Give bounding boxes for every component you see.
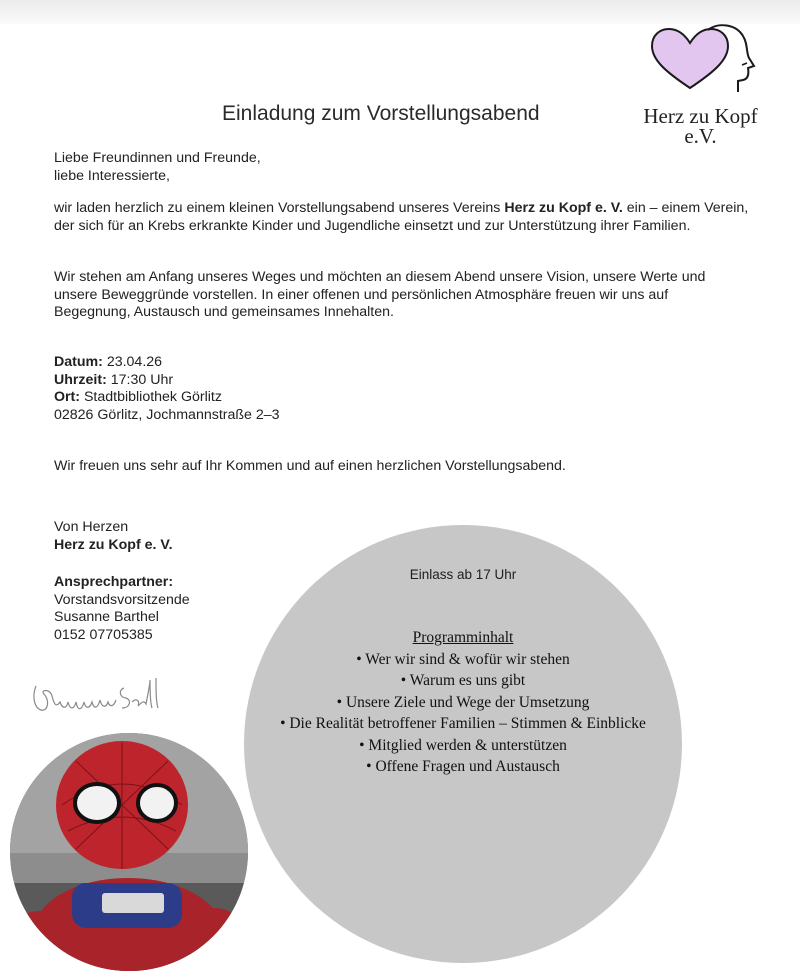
- contact-phone: 0152 07705385: [54, 626, 153, 643]
- document-title: Einladung zum Vorstellungsabend: [222, 102, 540, 125]
- contact-label: Ansprechpartner:: [54, 574, 174, 590]
- place-value: Stadtbibliothek Görlitz: [80, 389, 222, 405]
- contact-name: Susanne Barthel: [54, 609, 159, 625]
- program-circle: [244, 525, 682, 963]
- time-label: Uhrzeit:: [54, 371, 107, 388]
- spiderman-plush-photo: [10, 733, 248, 971]
- vision-text: Wir stehen am Anfang unseres Weges und möchten an diesem Abend unsere Vision, unsere Werte und unsere Beweggründe vorstellen. In einer offenen und persönlichen Atmosphäre freuen wir uns auf Begegnung, Austausch und gemeinsames Innehalten.: [54, 269, 706, 320]
- handwritten-signature: [28, 672, 163, 725]
- intro-text-start: wir laden herzlich zu einem kleinen Vorstellungsabend unseres Vereins: [54, 200, 505, 216]
- closing-text: Wir freuen uns sehr auf Ihr Kommen und auf einen herzlichen Vorstellungsabend.: [54, 458, 566, 474]
- event-details: [54, 354, 454, 424]
- address: 02826 Görlitz, Jochmannstraße 2–3: [54, 406, 280, 423]
- heart-head-icon: [646, 22, 756, 97]
- greeting-line-1: Liebe Freundinnen und Freunde,: [54, 150, 261, 166]
- paragraph-vision: [54, 269, 744, 322]
- date-value: 23.04.26: [102, 354, 163, 370]
- admission-time: Einlass ab 17 Uhr: [409, 567, 517, 582]
- logo: [628, 22, 773, 152]
- date-label: Datum:: [54, 354, 103, 370]
- sign-off: [54, 519, 354, 554]
- logo-text-line1: Herz zu Kopf: [643, 104, 758, 128]
- logo-text-line2: e.V.: [684, 124, 717, 148]
- top-bar: [0, 0, 800, 24]
- sign-off-from: Von Herzen: [54, 519, 129, 535]
- program-item: • Wer wir sind & wofür wir stehen: [356, 650, 570, 668]
- program-item: • Offene Fragen und Austausch: [366, 758, 560, 775]
- intro-text-end: ein – einem Verein, der sich für an Krebs erkrankte Kinder und Jugendliche einsetzt und zur Unterstützung ihrer Familien.: [54, 200, 749, 234]
- closing-line: [54, 458, 754, 476]
- program-item: • Warum es uns gibt: [400, 672, 526, 689]
- program-list: [232, 627, 694, 778]
- program-title: Programminhalt: [412, 629, 514, 646]
- place-label: Ort:: [54, 389, 81, 405]
- intro-org-name: Herz zu Kopf e. V.: [504, 200, 623, 216]
- contact-role: Vorstandsvorsitzende: [54, 591, 190, 608]
- program-item: • Unsere Ziele und Wege der Umsetzung: [336, 693, 590, 711]
- greeting: [54, 150, 354, 185]
- program-item: • Die Realität betroffener Familien – Stimmen & Einblicke: [280, 715, 646, 732]
- time-value: 17:30 Uhr: [106, 371, 174, 388]
- program-item: • Mitglied werden & unterstützen: [359, 736, 567, 754]
- paragraph-intro: [54, 200, 766, 235]
- sign-off-org: Herz zu Kopf e. V.: [54, 536, 173, 553]
- logo-text: [628, 106, 773, 146]
- greeting-line-2: liebe Interessierte,: [54, 167, 170, 184]
